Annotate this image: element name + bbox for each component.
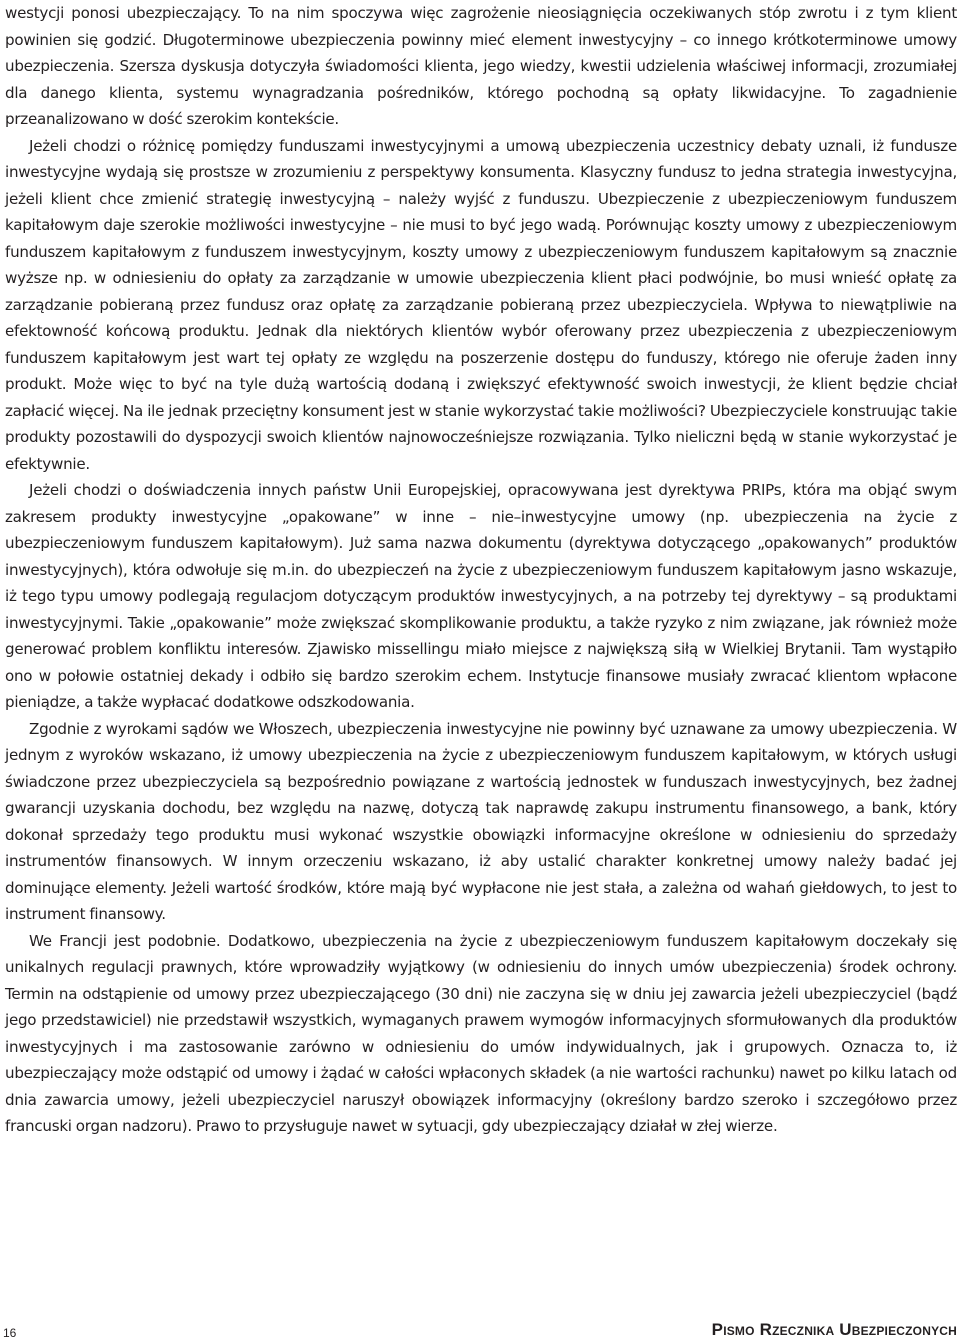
paragraph-1: westycji ponosi ubezpieczający. To na nim spoczywa więc zagrożenie nieosiągnięcia oczekiwanych stóp zwrotu i z tym klient powinien się godzić. Długoterminowe ubezpieczenia powinny mieć element inwestycyjny – co innego krótkoterminowe umowy ubezpieczenia. Szersza dyskusja dotyczyła świadomości klienta, jego wiedzy, kwestii udzielenia właściwej informacji, zrozumiałej dla danego klienta, systemu wynagradzania pośredników, którego pochodną są opłaty likwidacyjne. To zagadnienie przeanalizowano w dość szerokim kontekście. (5, 4, 957, 128)
page-number: 16 (3, 1326, 17, 1340)
paragraph-2: Jeżeli chodzi o różnicę pomiędzy funduszami inwestycyjnymi a umową ubezpieczenia uczestnicy debaty uznali, iż fundusze inwestycyjne wydają się prostsze w zrozumieniu z perspektywy konsumenta. Klasyczny fundusz to jedna strategia inwestycyjna, jeżeli klient chce zmienić strategię inwestycyjną – należy wyjść z funduszu. Ubezpieczenie z ubezpieczeniowym funduszem kapitałowym daje szerokie możliwości inwestycyjne – nie musi to być jego wadą. Porównując koszty umowy z ubezpieczeniowym funduszem kapitałowym z funduszem inwestycyjnym, koszty umowy z ubezpieczeniowym funduszem kapitałowym są znacznie wyższe np. w odniesieniu do opłaty za zarządzanie w umowie ubezpieczenia klient płaci podwójnie, bo musi wnieść opłatę za zarządzanie pobieraną przez fundusz oraz opłatę za zarządzanie pobieraną przez ubezpieczyciela. Wpływa to niewątpliwie na efektowność końcową produktu. Jednak dla niektórych klientów wybór oferowany przez ubezpieczenia z ubezpieczeniowym funduszem kapitałowym jest wart tej opłaty ze względu na poszerzenie dostępu do funduszy, którego nie oferuje żaden inny produkt. Może więc to być na tyle dużą wartością dodaną i zwiększyć efektywność swoich inwestycji, że klient będzie chciał zapłacić więcej. Na ile jednak przeciętny konsument jest w stanie wykorzystać takie możliwości? Ubezpieczyciele konstruując takie produkty pozostawili do dyspozycji swoich klientów najnowocześniejsze rozwiązania. Tylko nieliczni będą w stanie wykorzystać je efektywnie. (5, 136, 957, 473)
publication-title: Pismo Rzecznika Ubezpieczonych (711, 1320, 957, 1339)
paragraph-5: We Francji jest podobnie. Dodatkowo, ubezpieczenia na życie z ubezpieczeniowym funduszem kapitałowym doczekały się unikalnych regulacji prawnych, które wprowadziły wyjątkowy (w odniesieniu do innych umów ubezpieczenia) środek ochrony. Termin na odstąpienie od umowy przez ubezpieczającego (30 dni) nie zaczyna się w dniu jej zawarcia jeżeli ubezpieczyciel (bądź jego przedstawiciel) nie przedstawił wszystkich, wymaganych prawem wymogów informacyjnych sformułowanych dla produktów inwestycyjnych i ma zastosowanie zarówno w odniesieniu do umów indywidualnych, jak i grupowych. Oznacza to, iż ubezpieczający może odstąpić od umowy i żądać w całości wpłaconych składek (a nie wartości rachunku) nawet po kilku latach od dnia zawarcia umowy, jeżeli ubezpieczyciel naruszył obowiązek informacyjny (określony bardzo szeroko i szczegółowo przez francuski organ nadzoru). Prawo to przysługuje nawet w sytuacji, gdy ubezpieczający działał w złej wierze. (5, 931, 957, 1135)
paragraph-3: Jeżeli chodzi o doświadczenia innych państw Unii Europejskiej, opracowywana jest dyrektywa PRIPs, która ma objąć swym zakresem produkty inwestycyjne „opakowane” w inne – nie–inwestycyjne umowy (np. ubezpieczenia na życie z ubezpieczeniowym funduszem kapitałowym). Już sama nazwa dokumentu (dyrektywa dotyczącego „opakowanych” produktów inwestycyjnych), która odwołuje się m.in. do ubezpieczeń na życie z ubezpieczeniowym funduszem kapitałowym jasno wskazuje, iż tego typu umowy podlegają regulacjom dotyczącym produktów inwestycyjnych, a na potrzeby tej dyrektywy – są produktami inwestycyjnymi. Takie „opakowanie” może zwiększać skomplikowanie produktu, a także ryzyko z nim związane, jak również może generować problem konfliktu interesów. Zjawisko missellingu miało miejsce z największą siłą w Wielkiej Brytanii. Tam wystąpiło ono w połowie ostatniej dekady i odbiło się bardzo szerokim echem. Instytucje finansowe musiały zwracać klientom wpłacone pieniądze, a także wypłacać dodatkowe odszkodowania. (5, 481, 957, 711)
article-body (5, 0, 957, 1140)
paragraph-4: Zgodnie z wyrokami sądów we Włoszech, ubezpieczenia inwestycyjne nie powinny być uznawane za umowy ubezpieczenia. W jednym z wyroków wskazano, iż umowy ubezpieczenia na życie z ubezpieczeniowym funduszem kapitałowym, w których usługi świadczone przez ubezpieczyciela są bezpośrednio powiązane z wartością jednostek w funduszach inwestycyjnych, bez żadnej gwarancji uzyskania dochodu, bez względu na nazwę, dotyczą tak naprawdę zakupu instrumentu finansowego, a bank, który dokonał sprzedaży tego produktu musi wykonać wszystkie obowiązki informacyjne określone w odniesieniu do sprzedaży instrumentów finansowych. W innym orzeczeniu wskazano, iż aby ustalić charakter konkretnej umowy należy badać jej dominujące elementy. Jeżeli wartość środków, które mają być wypłacone nie jest stała, a zależna od wahań giełdowych, to jest to instrument finansowy. (5, 719, 957, 923)
